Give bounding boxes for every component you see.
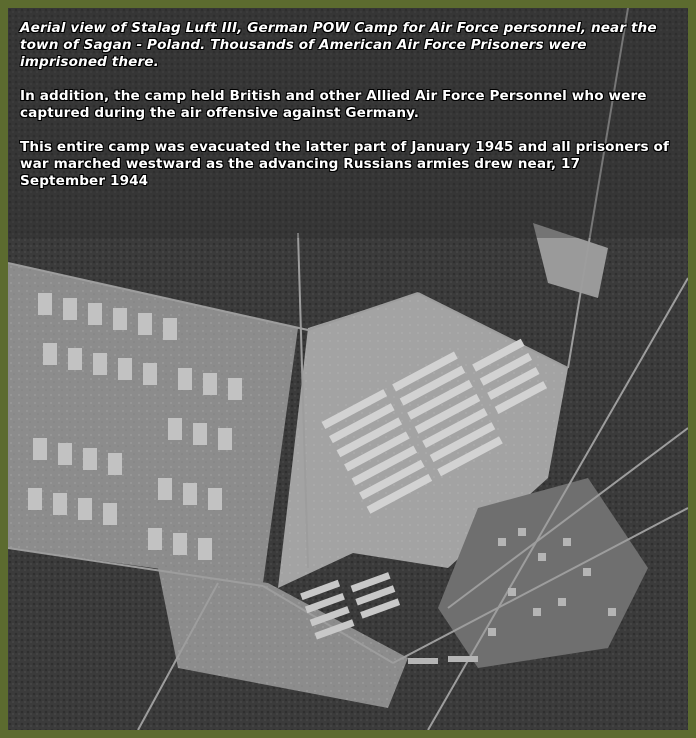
aerial-photograph bbox=[8, 8, 688, 730]
caption-paragraph-2: In addition, the camp held British and other Allied Air Force Personnel who were captured during the air offensive against Germany. bbox=[20, 88, 647, 121]
caption-text bbox=[20, 20, 670, 207]
caption-paragraph-1: Aerial view of Stalag Luft III, German POW Camp for Air Force personnel, near the town of Sagan - Poland. Thousands of American Air Force Prisoners were imprisoned there. bbox=[20, 20, 657, 70]
caption-paragraph-3: This entire camp was evacuated the latter part of January 1945 and all prisoners of war marched westward as the advancing Russians armies drew near, 17 September 1944 bbox=[20, 139, 670, 189]
